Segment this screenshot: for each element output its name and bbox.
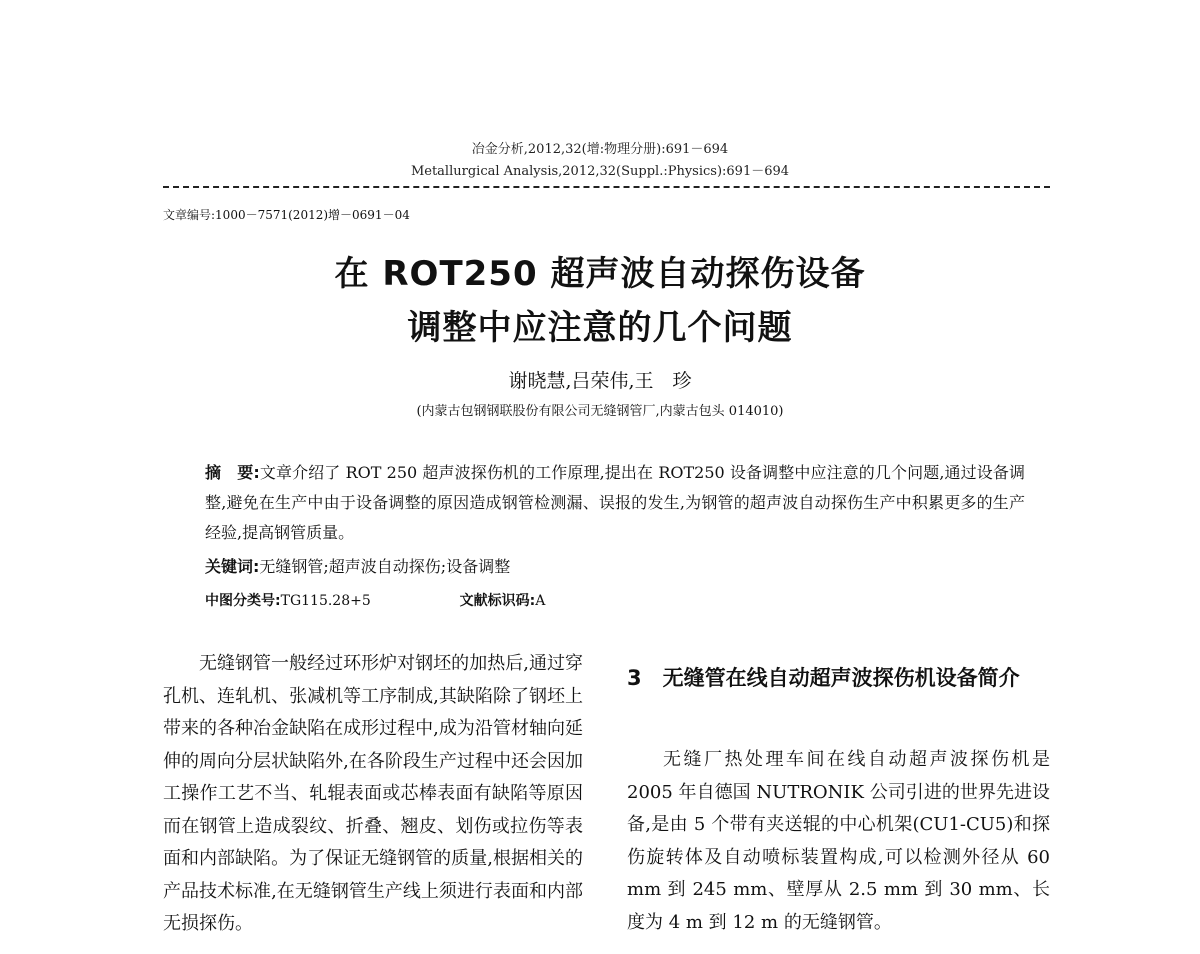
journal-citation-en: Metallurgical Analysis,2012,32(Suppl.:Physics):691－694	[410, 164, 790, 179]
title-line-2: 调整中应注意的几个问题	[407, 308, 793, 348]
doc-code-value: A	[535, 593, 546, 609]
abstract-text: 文章介绍了 ROT 250 超声波探伤机的工作原理,提出在 ROT250 设备调整中应注意的几个问题,通过设备调整,避免在生产中由于设备调整的原因造成钢管检测漏、误报的发生,为钢管的超声波自动探伤生产中积累更多的生产经验,提高钢管质量。	[205, 463, 1025, 542]
article-number: 文章编号:1000－7571(2012)增－0691－04	[163, 208, 410, 222]
journal-citation-cn: 冶金分析,2012,32(增:物理分册):691－694	[471, 142, 729, 157]
header-rule	[163, 186, 1050, 188]
authors: 谢晓慧,吕荣伟,王 珍	[508, 370, 692, 392]
abstract	[205, 458, 1025, 548]
classification	[205, 590, 545, 610]
keywords-text: 无缝钢管;超声波自动探伤;设备调整	[259, 557, 511, 576]
section-heading: 3 无缝管在线自动超声波探伤机设备简介	[627, 666, 1020, 690]
clc-label: 中图分类号:	[205, 593, 281, 609]
abstract-label: 摘 要:	[205, 463, 260, 482]
body-left-paragraph: 无缝钢管一般经过环形炉对钢坯的加热后,通过穿孔机、连轧机、张减机等工序制成,其缺陷除了钢坯上带来的各种冶金缺陷在成形过程中,成为沿管材轴向延伸的周向分层状缺陷外,在各阶段生产过程中还会因加工操作工艺不当、轧辊表面或芯棒表面有缺陷等原因而在钢管上造成裂纹、折叠、翘皮、划伤或拉伤等表面和内部缺陷。为了保证无缝钢管的质量,根据相关的产品技术标准,在无缝钢管生产线上须进行表面和内部无损探伤。	[163, 653, 583, 934]
keywords-label: 关键词:	[205, 557, 260, 576]
title-line-1: 在 ROT250 超声波自动探伤设备	[334, 254, 866, 294]
clc-value: TG115.28+5	[280, 593, 371, 609]
doc-code-label: 文献标识码:	[459, 593, 536, 609]
body-right-paragraph: 无缝厂热处理车间在线自动超声波探伤机是 2005 年自德国 NUTRONIK 公司引进的世界先进设备,是由 5 个带有夹送辊的中心机架(CU1-CU5)和探伤旋转体及自动喷标装置构成,可以检测外径从 60 mm 到 245 mm、壁厚从 2.5 mm 到 30 mm、长度为 4 m 到 12 m 的无缝钢管。	[627, 749, 1050, 933]
affiliation: (内蒙古包钢钢联股份有限公司无缝钢管厂,内蒙古包头 014010)	[416, 404, 784, 419]
keywords	[205, 554, 510, 577]
